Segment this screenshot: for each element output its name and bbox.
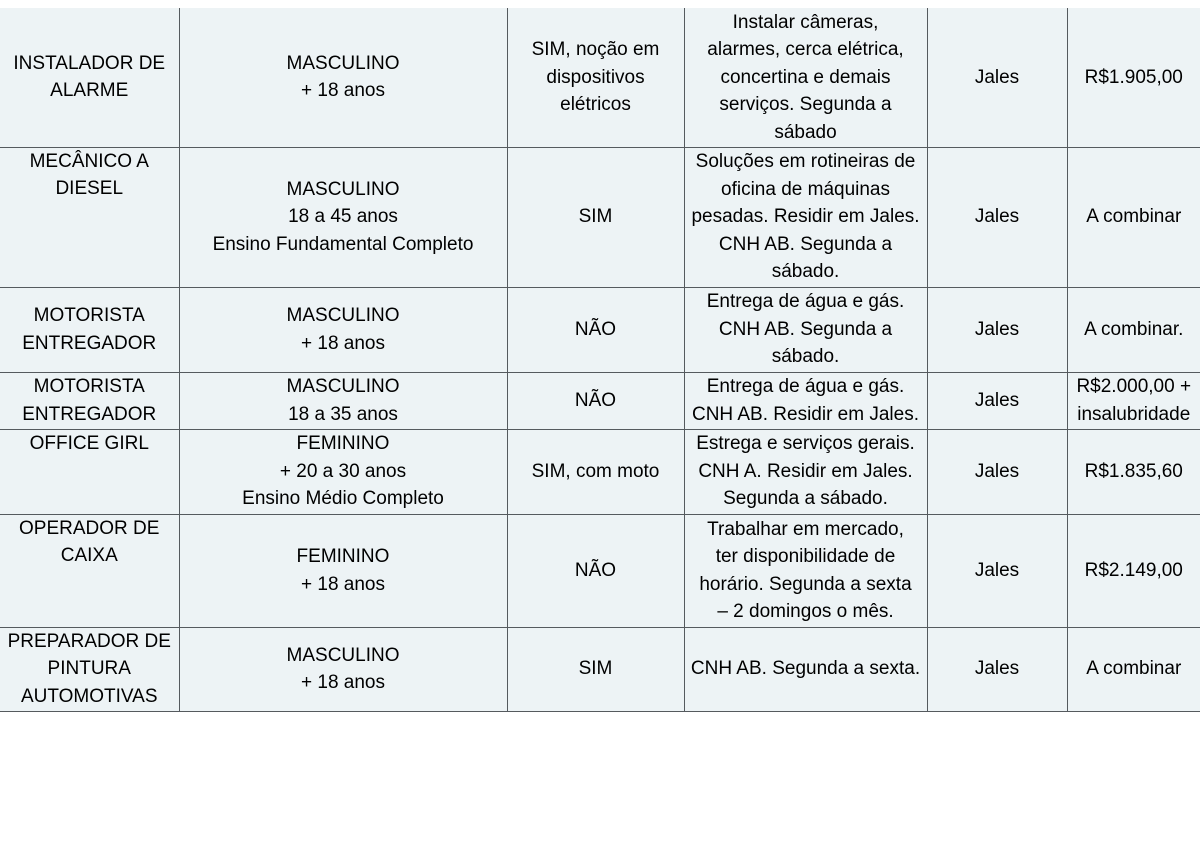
- experience-cell: SIM: [507, 627, 684, 711]
- job-title-cell: PREPARADOR DE PINTURA AUTOMOTIVAS: [0, 627, 179, 711]
- experience-cell: NÃO: [507, 287, 684, 372]
- table-row: [0, 147, 1200, 287]
- experience-cell: SIM, com moto: [507, 429, 684, 514]
- profile-cell: MASCULINO 18 a 35 anos: [179, 372, 507, 429]
- salary-cell: R$2.000,00 + insalubridade: [1067, 372, 1200, 429]
- table-row: [0, 287, 1200, 372]
- table-row: [0, 8, 1200, 147]
- job-title-cell: MECÂNICO A DIESEL: [0, 147, 179, 287]
- city-cell: Jales: [927, 627, 1067, 711]
- city-cell: Jales: [927, 429, 1067, 514]
- city-cell: Jales: [927, 514, 1067, 627]
- profile-cell: FEMININO + 20 a 30 anos Ensino Médio Completo: [179, 429, 507, 514]
- job-title-cell: OFFICE GIRL: [0, 429, 179, 514]
- activities-cell: Instalar câmeras, alarmes, cerca elétrica, concertina e demais serviços. Segunda a sábado: [684, 8, 927, 147]
- table-row: [0, 429, 1200, 514]
- activities-cell: Estrega e serviços gerais. CNH A. Residir em Jales. Segunda a sábado.: [684, 429, 927, 514]
- profile-cell: MASCULINO + 18 anos: [179, 8, 507, 147]
- activities-cell: CNH AB. Segunda a sexta.: [684, 627, 927, 711]
- job-title-cell: INSTALADOR DE ALARME: [0, 8, 179, 147]
- experience-cell: SIM, noção em dispositivos elétricos: [507, 8, 684, 147]
- job-title-cell: OPERADOR DE CAIXA: [0, 514, 179, 627]
- activities-cell: Soluções em rotineiras de oficina de máquinas pesadas. Residir em Jales. CNH AB. Segunda a sábado.: [684, 147, 927, 287]
- salary-cell: A combinar: [1067, 147, 1200, 287]
- profile-cell: MASCULINO + 18 anos: [179, 627, 507, 711]
- salary-cell: A combinar: [1067, 627, 1200, 711]
- salary-cell: R$1.905,00: [1067, 8, 1200, 147]
- activities-cell: Entrega de água e gás. CNH AB. Residir em Jales.: [684, 372, 927, 429]
- table-row: [0, 372, 1200, 429]
- experience-cell: NÃO: [507, 514, 684, 627]
- city-cell: Jales: [927, 147, 1067, 287]
- profile-cell: MASCULINO + 18 anos: [179, 287, 507, 372]
- table-row: [0, 627, 1200, 711]
- job-title-cell: MOTORISTA ENTREGADOR: [0, 287, 179, 372]
- salary-cell: A combinar.: [1067, 287, 1200, 372]
- city-cell: Jales: [927, 287, 1067, 372]
- activities-cell: Entrega de água e gás. CNH AB. Segunda a sábado.: [684, 287, 927, 372]
- salary-cell: R$2.149,00: [1067, 514, 1200, 627]
- profile-cell: FEMININO + 18 anos: [179, 514, 507, 627]
- table-row: [0, 514, 1200, 627]
- job-title-cell: MOTORISTA ENTREGADOR: [0, 372, 179, 429]
- activities-cell: Trabalhar em mercado, ter disponibilidade de horário. Segunda a sexta – 2 domingos o mês.: [684, 514, 927, 627]
- experience-cell: SIM: [507, 147, 684, 287]
- job-listings-table: [0, 8, 1200, 712]
- salary-cell: R$1.835,60: [1067, 429, 1200, 514]
- profile-cell: MASCULINO 18 a 45 anos Ensino Fundamental Completo: [179, 147, 507, 287]
- experience-cell: NÃO: [507, 372, 684, 429]
- city-cell: Jales: [927, 8, 1067, 147]
- city-cell: Jales: [927, 372, 1067, 429]
